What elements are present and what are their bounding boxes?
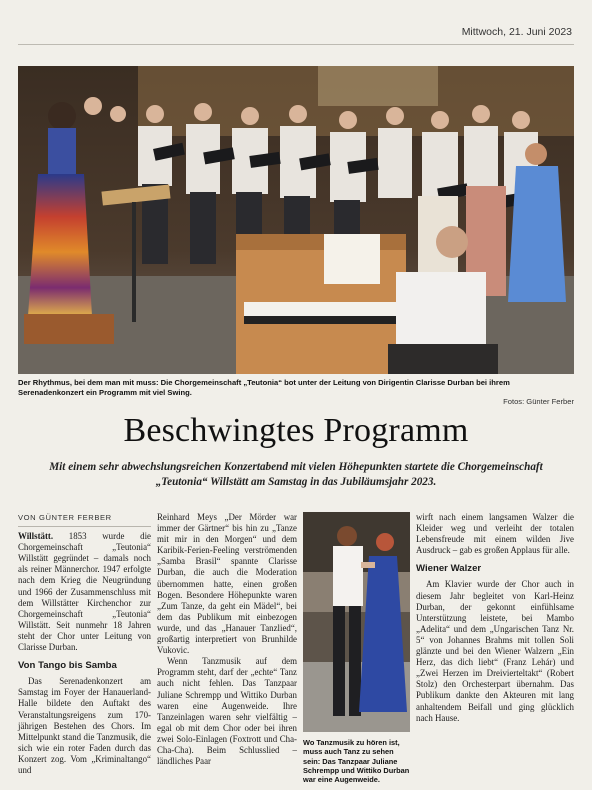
photo-caption-text: Der Rhythmus, bei dem man mit muss: Die Chorgemeinschaft „Teutonia“ bot unter der Leitung von Dirigentin Clarisse Durban bei ihrem Serenadenkonzert ein Programm mit viel Swing. <box>18 378 510 397</box>
paragraph-5: Am Klavier wurde der Chor auch in diesem Jahr begleitet von Karl-Heinz Durban, der gekonnt einfühlsame Unterstützung leistete, bei Mambo „Adelita“ und dem „Ungarischen Tanz Nr. 5“ von Johannes Brahms mit tollen Soli glänzte und bei den Wiener Walzern „Ein Herz, das dich liebt“ (Franz Lehár) und „Zwei Herzen im Dreivierteltakt“ (Robert Stolz) den Orchesterpart übernahm. Das Publikum dankte den Akteuren mit lang anhaltendem Beifall und ging glücklich nach Hause. <box>416 579 574 723</box>
article-subheadline: Mit einem sehr abwechslungsreichen Konzertabend mit vielen Höhepunkten startete die Chorgemeinschaft „Teutonia“ Willstätt am Samstag in das Jubiläumsjahr 2023. <box>49 461 543 488</box>
byline: VON GÜNTER FERBER <box>18 512 151 527</box>
dance-photo-caption: Wo Tanzmusik zu hören ist, muss auch Tanz zu sehen sein: Das Tanzpaar Juliane Schrempp und Wittiko Durban war eine Augenweide. <box>303 738 410 785</box>
paragraph-2: Reinhard Meys „Der Mörder war immer der Gärtner“ bis hin zu „Tanze mit mir in den Morgen“ und dem Karibik-Ferien-Feeling verströmenden „Samba Brasil“ spannte Clarisse Durban, die auch die Moderation übernommen hatte, einen großen Bogen. Besondere Höhepunkte waren „Zum Tanze, da geht ein Mädel“, bei dem das Publikum mit einbezogen wurde, und das „Hanauer Tanzlied“, großartig interpretiert von Brunhilde Vukovic. <box>157 512 297 656</box>
paragraph-1: Das Serenadenkonzert am Samstag im Foyer der Hanauerland-Halle bildete den Auftakt des Veranstaltungsreigens zum 170-jährigen Bestehen des Chors. Im Mittelpunkt stand die Tanzmusik, die sich wie ein roter Faden durch das Konzert zog. Vom „Kriminaltango“ und <box>18 676 151 775</box>
dance-photo-illustration <box>303 512 410 732</box>
subtitle-tango-samba: Von Tango bis Samba <box>18 660 117 672</box>
column-2 <box>157 512 297 767</box>
paragraph-3: Wenn Tanzmusik auf dem Programm steht, darf der „echte“ Tanz auch nicht fehlen. Das Tanzpaar Juliane Schrempp und Wittiko Durban waren eine Augenweide. Ihre Tanzeinlagen waren sehr vielfältig – egal ob mit dem Chor oder bei ihren zwei Solo-Einlagen (Foxtrott und Cha-Cha-Cha). Beim Schlusslied – ländliches Paar <box>157 656 297 767</box>
choir-photo-illustration <box>18 66 574 374</box>
intro-paragraph <box>18 531 151 653</box>
subtitle-wiener-walzer: Wiener Walzer <box>416 563 482 575</box>
top-divider <box>18 44 574 45</box>
choir-photo <box>18 66 574 374</box>
page-date: Mittwoch, 21. Juni 2023 <box>461 26 572 38</box>
dance-photo <box>303 512 410 732</box>
photo-credit: Fotos: Günter Ferber <box>503 397 574 406</box>
dateline: Willstätt. <box>18 531 54 542</box>
column-4 <box>416 512 574 724</box>
article-headline: Beschwingtes Programm <box>123 412 469 449</box>
column-1 <box>18 512 151 776</box>
intro-text: 1853 wurde die Chorgemeinschaft „Teutonia“ Willstätt gegründet – damals noch als reiner Männerchor. 1947 erfolgte nach dem Krieg die Neugründung und 1966 der Zusammenschluss mit dem Willstätter Kirchenchor zur Chorgemeinschaft „Teutonia“ Willstätt. Seit nunmehr 18 Jahren steht der Chor unter Leitung von Clarisse Durban. <box>18 531 151 653</box>
photo-caption <box>18 378 574 407</box>
paragraph-4: wirft nach einem langsamen Walzer die Kleider weg und verleiht der totalen Lebensfreude mit einem wilden Jive Ausdruck – gab es großen Applaus für alle. <box>416 512 574 556</box>
